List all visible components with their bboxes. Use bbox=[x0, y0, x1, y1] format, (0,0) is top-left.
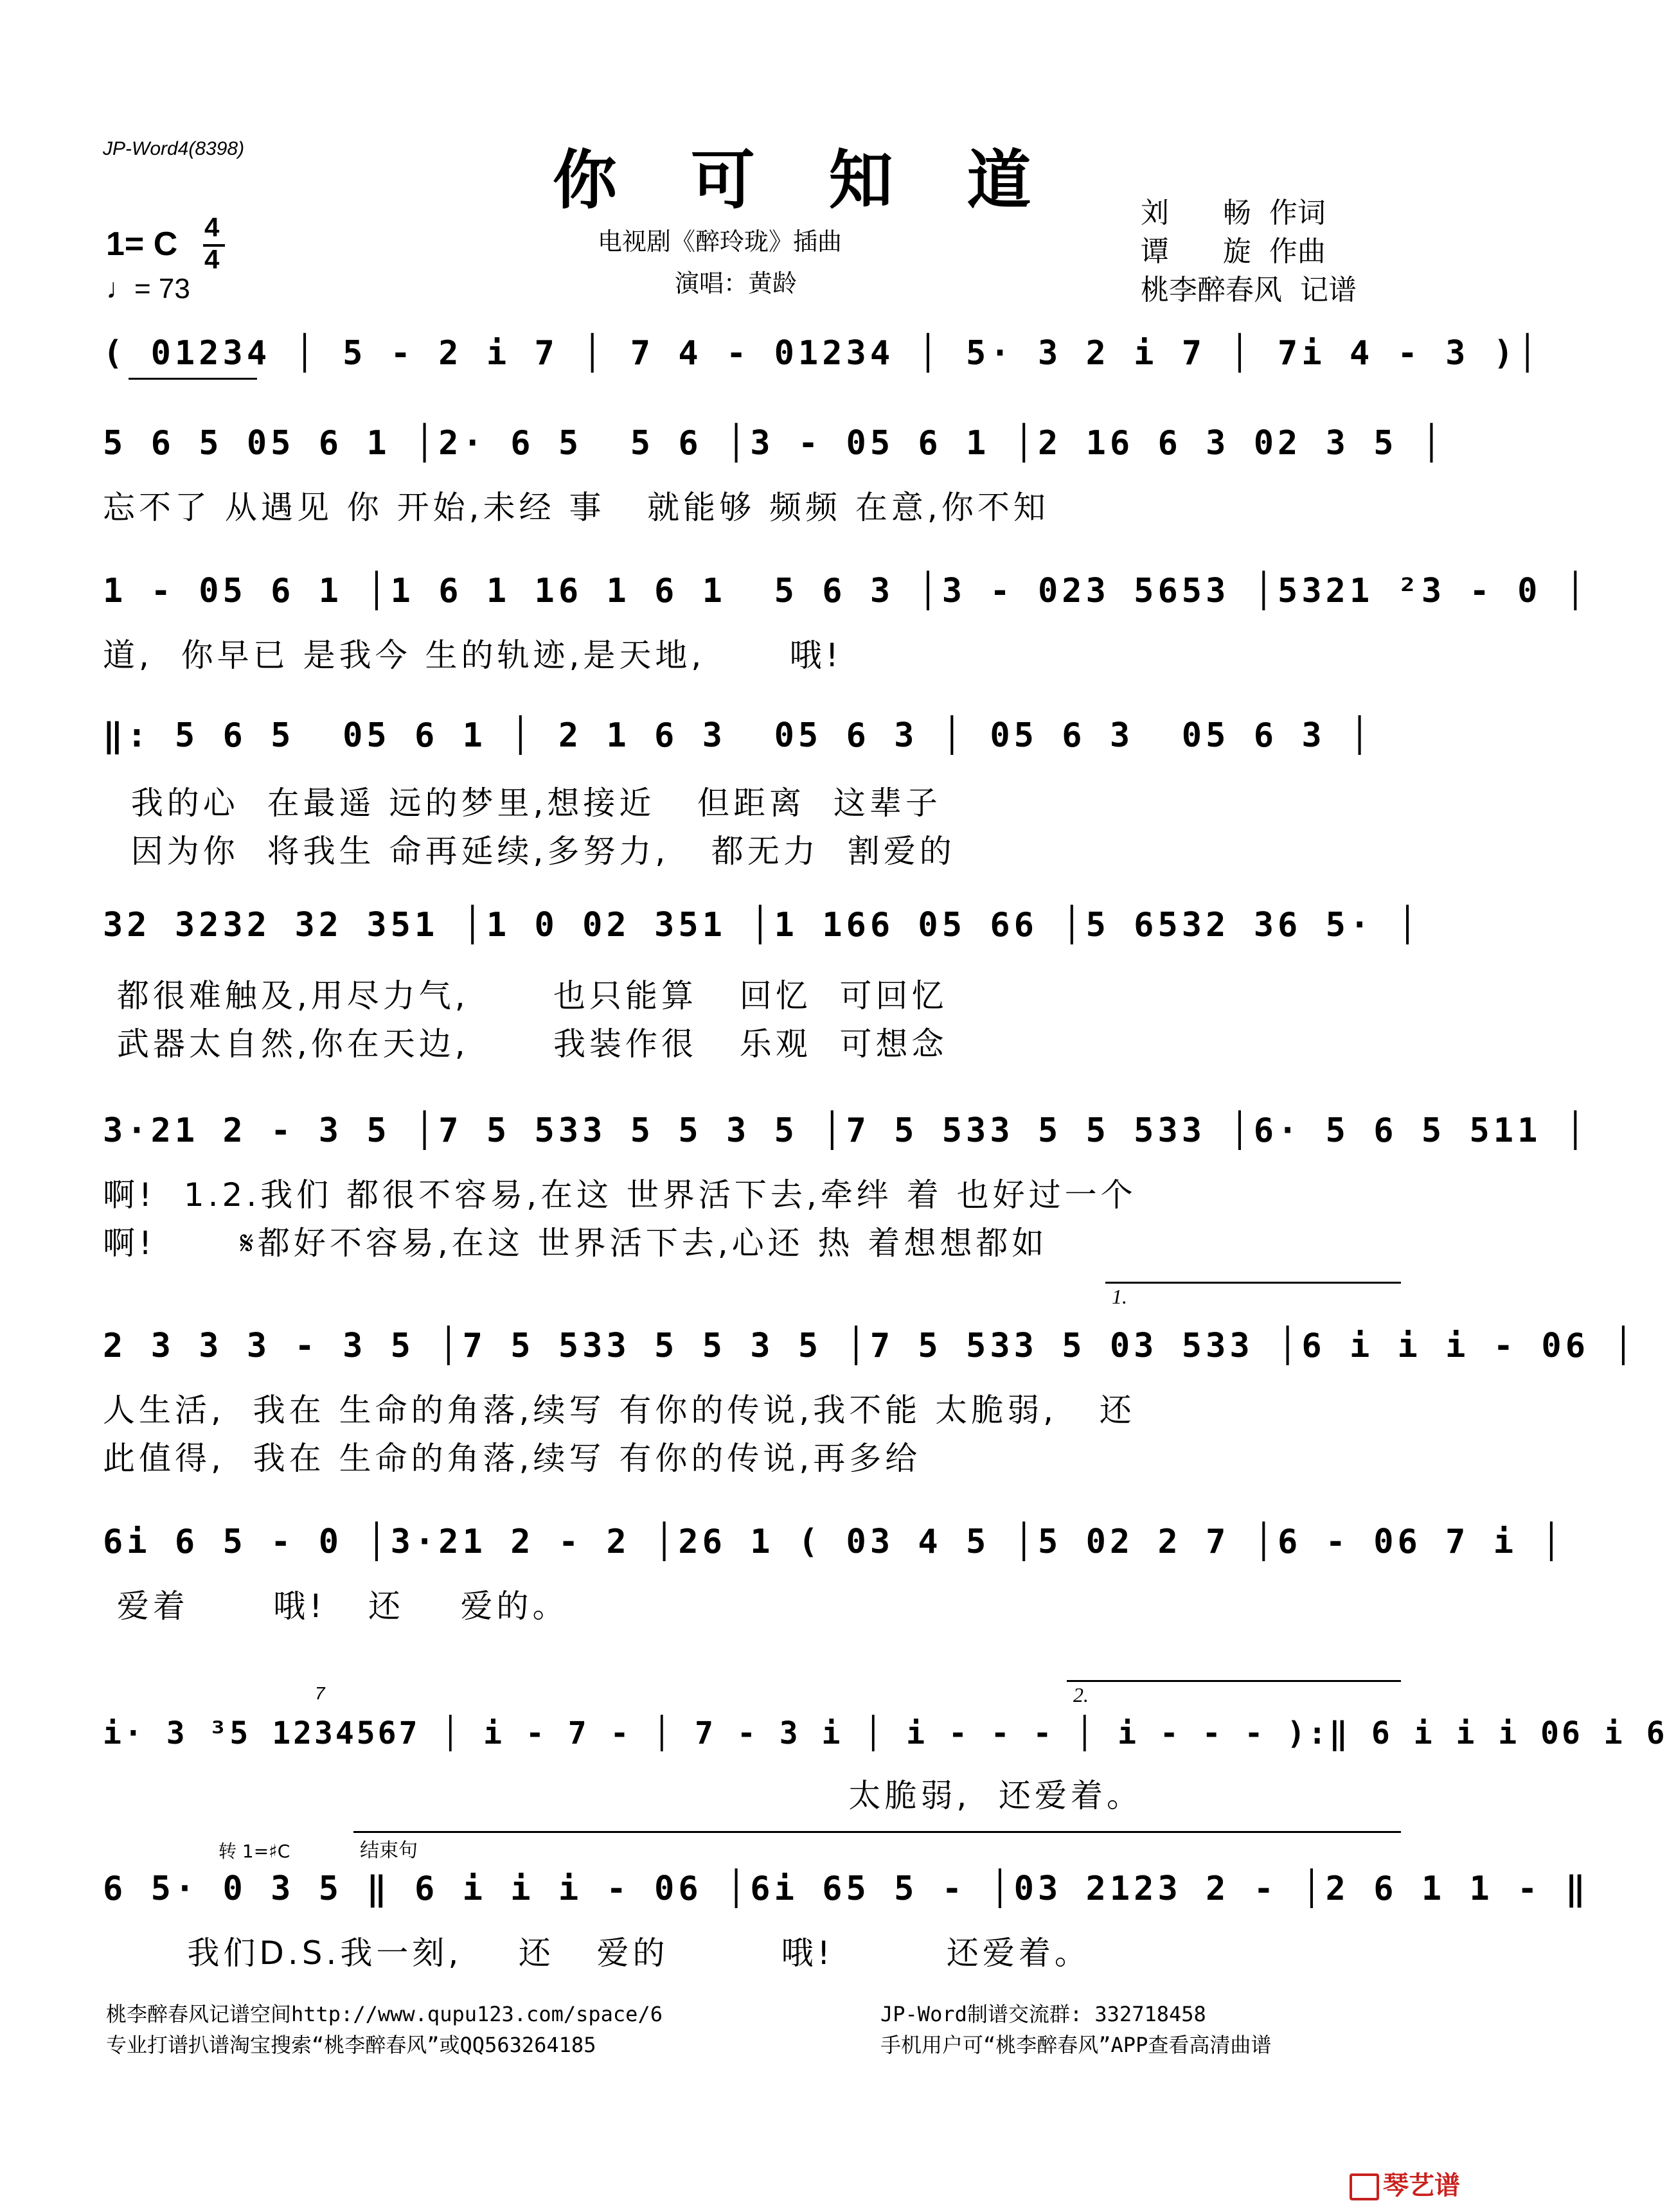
footer-right-line-1: JP-Word制谱交流群: 332718458 bbox=[880, 2002, 1206, 2026]
logo-text: 琴艺谱 bbox=[1383, 2171, 1460, 2200]
lyric-line: 我们D.S.我一刻, 还 爱的 哦! 还爱着。 bbox=[103, 1934, 1091, 1972]
lyric-line-verse-1: 都很难触及,用尽力气, 也只能算 回忆 可回忆 bbox=[103, 977, 948, 1014]
page-title: 你 可 知 道 bbox=[553, 142, 1057, 218]
notation-line: 1 - 05 6 1 │1 6 1 16 1 6 1 5 6 3 │3 - 023 5653 │5321 ²3 - 0 │ bbox=[103, 572, 1590, 610]
lyric-line: 道, 你早已 是我今 生的轨迹,是天地, 哦! bbox=[103, 637, 842, 674]
score-row-10 bbox=[103, 1837, 1590, 1972]
notation-line: 6i 6 5 - 0 │3·21 2 - 2 │26 1 ( 03 4 5 │5 02 2 7 │6 - 06 7 i │ bbox=[103, 1523, 1565, 1561]
lyric-line-verse-1: 人生活, 我在 生命的角落,续写 有你的传说,我不能 太脆弱, 还 bbox=[103, 1392, 1136, 1429]
logo-icon bbox=[1350, 2173, 1379, 2200]
composer-credit: 谭 旋 作曲 bbox=[1141, 235, 1326, 268]
lyric-line: 太脆弱, 还爱着。 bbox=[103, 1777, 1143, 1814]
lyric-line-verse-2: 因为你 将我生 命再延续,多努力, 都无力 割爱的 bbox=[103, 833, 956, 870]
volta-1-bracket bbox=[1105, 1282, 1401, 1284]
volta-1-label: 1. bbox=[1112, 1285, 1127, 1308]
lyric-line-verse-1: 我的心 在最遥 远的梦里,想接近 但距离 这辈子 bbox=[103, 784, 941, 822]
footer-right-line-2: 手机用户可“桃李醉春风”APP查看高清曲谱 bbox=[880, 2033, 1272, 2057]
time-signature-top: 4 bbox=[204, 212, 220, 242]
score-row-9 bbox=[103, 1683, 1667, 1814]
footer-left-line-2: 专业打谱扒谱淘宝搜索“桃李醉春风”或QQ563264185 bbox=[106, 2033, 596, 2057]
footer-left-line-1: 桃李醉春风记谱空间http://www.qupu123.com/space/6 bbox=[106, 2002, 663, 2026]
tuplet-number: 7 bbox=[315, 1683, 325, 1703]
site-logo bbox=[1350, 2165, 1460, 2202]
lyric-line: 爱着 哦! 还 爱的。 bbox=[103, 1588, 569, 1625]
notation-line: 6 5· 0 3 5 ‖ 6 i i i - 06 │6i 65 5 - │03 2123 2 - │2 6 1 1 - ‖ bbox=[103, 1870, 1590, 1908]
lyric-line-verse-1: 啊! 1.2.我们 都很不容易,在这 世界活下去,牵绊 着 也好过一个 bbox=[103, 1176, 1137, 1214]
score-row-7 bbox=[103, 1285, 1637, 1477]
volta-2-bracket bbox=[1067, 1680, 1401, 1682]
tempo-marking: ♩= 73 bbox=[106, 273, 190, 305]
ending-phrase-label: 结束句 bbox=[360, 1839, 418, 1862]
ending-bracket bbox=[353, 1831, 1401, 1833]
notation-line: 3·21 2 - 3 5 │7 5 533 5 5 3 5 │7 5 533 5 5 533 │6· 5 6 5 511 │ bbox=[103, 1111, 1590, 1150]
key-signature: 1= C bbox=[106, 226, 178, 263]
underline-beam bbox=[129, 378, 257, 380]
score-row-8 bbox=[103, 1523, 1565, 1638]
score-row-2 bbox=[103, 424, 1446, 540]
subtitle: 电视剧《醉玲珑》插曲 bbox=[598, 227, 842, 256]
lyric-line: 忘不了 从遇见 你 开始,未经 事 就能够 频频 在意,你不知 bbox=[103, 489, 1049, 526]
notation-line: ‖: 5 6 5 05 6 1 │ 2 1 6 3 05 6 3 │ 05 6 3 05 6 3 │ bbox=[103, 716, 1374, 755]
score-row-5 bbox=[103, 906, 1422, 1073]
lyricist-credit: 刘 畅 作词 bbox=[1141, 197, 1326, 229]
modulation-mark: 转 1=♯C bbox=[218, 1841, 290, 1862]
score-row-1 bbox=[103, 334, 1542, 398]
notation-line: 5 6 5 05 6 1 │2· 6 5 5 6 │3 - 05 6 1 │2 16 6 3 02 3 5 │ bbox=[103, 424, 1446, 463]
volta-2-label: 2. bbox=[1073, 1683, 1089, 1706]
time-signature-bottom: 4 bbox=[204, 244, 220, 274]
lyric-line-verse-2: 此值得, 我在 生命的角落,续写 有你的传说,再多给 bbox=[103, 1440, 922, 1477]
score-row-3 bbox=[103, 572, 1590, 687]
notation-line: 2 3 3 3 - 3 5 │7 5 533 5 5 3 5 │7 5 533 5 03 533 │6 i i i - 06 │ bbox=[103, 1327, 1637, 1365]
notation-line: i· 3 ³5 1234567 │ i - 7 - │ 7 - 3 i │ i - - - │ i - - - ):‖ 6 i i i 06 i 6 bbox=[103, 1715, 1667, 1751]
score-row-6 bbox=[103, 1111, 1590, 1279]
singer: 演唱：黄龄 bbox=[675, 269, 798, 297]
score-row-4 bbox=[103, 716, 1401, 883]
lyric-line-verse-2: 武器太自然,你在天边, 我装作很 乐观 可想念 bbox=[103, 1025, 948, 1063]
transcriber-credit: 桃李醉春风 记谱 bbox=[1141, 274, 1357, 306]
notation-line: ( 01234 │ 5 - 2 i 7 │ 7 4 - 01234 │ 5· 3 2 i 7 │ 7i 4 - 3 )│ bbox=[103, 334, 1542, 373]
software-tag: JP-Word4(8398) bbox=[103, 138, 245, 159]
lyric-line-verse-2: 啊! 𝄋都好不容易,在这 世界活下去,心还 热 着想想都如 bbox=[103, 1225, 1048, 1262]
notation-line: 32 3232 32 351 │1 0 02 351 │1 166 05 66 │5 6532 36 5· │ bbox=[103, 906, 1422, 944]
